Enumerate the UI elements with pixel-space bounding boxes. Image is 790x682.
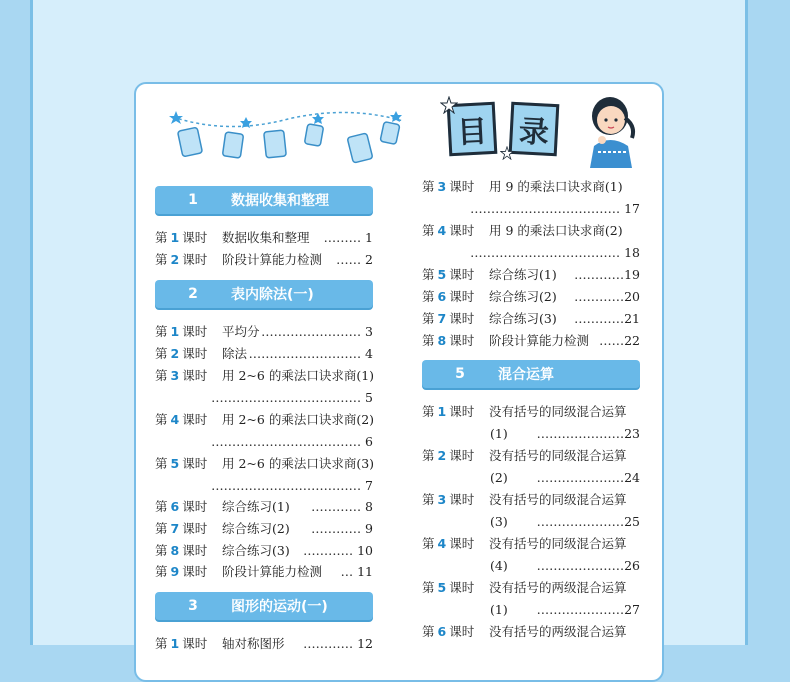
lesson-title: 没有括号的同级混合运算 (489, 448, 627, 463)
page-number: ……22 (599, 333, 640, 348)
lesson-prefix: 第 (155, 368, 168, 383)
lesson-title-part: (4) (490, 558, 508, 573)
toc-entry-continuation (422, 425, 644, 443)
lesson-suffix: 课时 (182, 521, 208, 536)
lesson-prefix: 第 (155, 456, 168, 471)
lesson-prefix: 第 (155, 252, 168, 267)
lesson-title: 没有括号的同级混合运算 (489, 404, 627, 419)
lesson-prefix: 第 (155, 564, 168, 579)
page-number: ………… 8 (311, 499, 373, 514)
unit-number: 2 (188, 286, 198, 302)
unit-title: 混合运算 (498, 367, 554, 383)
lesson-number: 5 (170, 456, 180, 471)
lesson-prefix: 第 (422, 179, 435, 194)
toc-entry-continuation (422, 513, 644, 531)
page-number: ……………………………… 17 (470, 201, 640, 216)
toc-entry[interactable] (422, 623, 644, 641)
toc-entry[interactable] (155, 520, 377, 538)
lesson-suffix: 课时 (449, 333, 475, 348)
lesson-number: 5 (437, 580, 447, 595)
lesson-suffix: 课时 (449, 580, 475, 595)
lesson-number: 1 (170, 324, 180, 339)
lesson-number: 1 (170, 636, 180, 651)
lesson-number: 9 (170, 564, 180, 579)
page-number: …………………23 (536, 426, 640, 441)
bunting-decoration (168, 105, 408, 175)
page-number: ……………………………… 18 (470, 245, 640, 260)
lesson-suffix: 课时 (182, 564, 208, 579)
lesson-suffix: 课时 (449, 267, 475, 282)
page-number: …………………… 3 (261, 324, 373, 339)
lesson-number: 7 (170, 521, 180, 536)
lesson-prefix: 第 (155, 636, 168, 651)
page-number: …………………25 (536, 514, 640, 529)
lesson-number: 1 (437, 404, 447, 419)
lesson-prefix: 第 (422, 311, 435, 326)
lesson-suffix: 课时 (449, 404, 475, 419)
toc-entry-continuation (155, 477, 377, 495)
lesson-number: 2 (170, 346, 180, 361)
lesson-prefix: 第 (155, 499, 168, 514)
lesson-number: 5 (437, 267, 447, 282)
page-number: …………19 (574, 267, 640, 282)
toc-entry-continuation (155, 389, 377, 407)
page-number: ………… 9 (311, 521, 373, 536)
heading-char-1: 目 (447, 102, 498, 156)
lesson-suffix: 课时 (449, 492, 475, 507)
lesson-title: 轴对称图形 (222, 636, 285, 651)
lesson-number: 2 (437, 448, 447, 463)
lesson-title: 综合练习(3) (222, 543, 290, 558)
toc-entry[interactable] (422, 491, 644, 509)
lesson-prefix: 第 (422, 289, 435, 304)
lesson-prefix: 第 (155, 324, 168, 339)
lesson-prefix: 第 (422, 624, 435, 639)
lesson-title: 综合练习(1) (222, 499, 290, 514)
lesson-prefix: 第 (155, 412, 168, 427)
toc-entry[interactable] (155, 635, 377, 653)
star-icon (500, 146, 514, 160)
lesson-suffix: 课时 (182, 346, 208, 361)
lesson-title: 除法 (222, 346, 248, 361)
lesson-prefix: 第 (155, 543, 168, 558)
toc-entry-continuation (422, 601, 644, 619)
toc-entry-continuation (422, 557, 644, 575)
page-number: …………………24 (536, 470, 640, 485)
toc-entry[interactable] (422, 288, 644, 306)
lesson-title-part: (1) (490, 602, 508, 617)
unit-number: 5 (455, 366, 465, 382)
lesson-prefix: 第 (422, 536, 435, 551)
unit-heading (155, 592, 373, 620)
lesson-title: 用 2~6 的乘法口诀求商(1) (222, 368, 375, 383)
unit-heading (155, 186, 373, 214)
lesson-number: 6 (170, 499, 180, 514)
star-icon (440, 96, 458, 114)
lesson-suffix: 课时 (449, 223, 475, 238)
lesson-number: 4 (437, 536, 447, 551)
lesson-title: 综合练习(2) (222, 521, 290, 536)
toc-entry-continuation (422, 200, 644, 218)
lesson-suffix: 课时 (182, 543, 208, 558)
toc-entry[interactable] (155, 367, 377, 385)
girl-illustration (580, 92, 644, 170)
lesson-suffix: 课时 (449, 179, 475, 194)
lesson-title: 没有括号的两级混合运算 (489, 624, 627, 639)
lesson-prefix: 第 (422, 333, 435, 348)
unit-number: 1 (188, 192, 198, 208)
lesson-number: 4 (170, 412, 180, 427)
lesson-number: 1 (170, 230, 180, 245)
lesson-suffix: 课时 (449, 624, 475, 639)
lesson-number: 8 (170, 543, 180, 558)
page-number: …………21 (574, 311, 640, 326)
lesson-number: 7 (437, 311, 447, 326)
toc-entry-continuation (422, 244, 644, 262)
lesson-title: 用 9 的乘法口诀求商(2) (489, 223, 623, 238)
page-number: ……………………………… 7 (211, 478, 373, 493)
unit-title: 表内除法(一) (231, 287, 314, 303)
toc-entry[interactable] (422, 535, 644, 553)
lesson-title-part: (2) (490, 470, 508, 485)
toc-entry[interactable] (422, 447, 644, 465)
page-number: …………………26 (536, 558, 640, 573)
lesson-prefix: 第 (422, 267, 435, 282)
lesson-title: 数据收集和整理 (222, 230, 310, 245)
toc-entry[interactable] (155, 455, 377, 473)
toc-entry[interactable] (155, 323, 377, 341)
lesson-number: 3 (437, 179, 447, 194)
lesson-suffix: 课时 (182, 324, 208, 339)
lesson-title: 综合练习(1) (489, 267, 557, 282)
lesson-title: 综合练习(2) (489, 289, 557, 304)
lesson-prefix: 第 (422, 404, 435, 419)
page-number: ……………………… 4 (248, 346, 373, 361)
unit-heading (155, 280, 373, 308)
toc-entry[interactable] (155, 251, 377, 269)
lesson-number: 3 (170, 368, 180, 383)
lesson-suffix: 课时 (182, 412, 208, 427)
lesson-prefix: 第 (155, 230, 168, 245)
unit-title: 图形的运动(一) (231, 599, 328, 615)
lesson-title-part: (3) (490, 514, 508, 529)
toc-entry[interactable] (155, 563, 377, 581)
lesson-title: 阶段计算能力检测 (489, 333, 590, 348)
toc-entry-continuation (155, 433, 377, 451)
page-number: …………20 (574, 289, 640, 304)
lesson-suffix: 课时 (182, 456, 208, 471)
lesson-suffix: 课时 (449, 311, 475, 326)
lesson-title: 平均分 (222, 324, 260, 339)
lesson-prefix: 第 (155, 521, 168, 536)
lesson-prefix: 第 (422, 448, 435, 463)
page-number: ………… 10 (303, 543, 373, 558)
lesson-number: 6 (437, 624, 447, 639)
lesson-suffix: 课时 (182, 368, 208, 383)
toc-entry[interactable] (422, 332, 644, 350)
toc-entry[interactable] (155, 345, 377, 363)
lesson-title: 没有括号的同级混合运算 (489, 536, 627, 551)
lesson-title: 用 2~6 的乘法口诀求商(3) (222, 456, 375, 471)
toc-entry[interactable] (155, 542, 377, 560)
lesson-number: 8 (437, 333, 447, 348)
lesson-suffix: 课时 (182, 636, 208, 651)
lesson-suffix: 课时 (449, 289, 475, 304)
unit-heading (422, 360, 640, 388)
page-number: …………………27 (536, 602, 640, 617)
lesson-title-part: (1) (490, 426, 508, 441)
unit-number: 3 (188, 598, 198, 614)
page-number: ……………………………… 5 (211, 390, 373, 405)
toc-entry[interactable] (422, 222, 644, 240)
lesson-title: 阶段计算能力检测 (222, 564, 323, 579)
page-number: ……………………………… 6 (211, 434, 373, 449)
lesson-title: 没有括号的同级混合运算 (489, 492, 627, 507)
lesson-suffix: 课时 (182, 499, 208, 514)
page-number: …… 2 (336, 252, 373, 267)
lesson-suffix: 课时 (449, 448, 475, 463)
lesson-title: 用 2~6 的乘法口诀求商(2) (222, 412, 375, 427)
page-number: ………… 12 (303, 636, 373, 651)
lesson-number: 4 (437, 223, 447, 238)
toc-entry[interactable] (422, 579, 644, 597)
toc-entry-continuation (422, 469, 644, 487)
lesson-prefix: 第 (155, 346, 168, 361)
lesson-title: 综合练习(3) (489, 311, 557, 326)
lesson-prefix: 第 (422, 580, 435, 595)
lesson-prefix: 第 (422, 223, 435, 238)
unit-title: 数据收集和整理 (231, 193, 329, 209)
lesson-number: 2 (170, 252, 180, 267)
toc-entry[interactable] (422, 403, 644, 421)
lesson-title: 用 9 的乘法口诀求商(1) (489, 179, 623, 194)
page-number: ……… 1 (323, 230, 373, 245)
lesson-title: 没有括号的两级混合运算 (489, 580, 627, 595)
lesson-number: 6 (437, 289, 447, 304)
toc-entry[interactable] (422, 178, 644, 196)
lesson-title: 阶段计算能力检测 (222, 252, 323, 267)
page-number: … 11 (340, 564, 373, 579)
toc-entry[interactable] (422, 310, 644, 328)
toc-entry[interactable] (155, 229, 377, 247)
lesson-suffix: 课时 (182, 230, 208, 245)
lesson-prefix: 第 (422, 492, 435, 507)
heading-char-2: 录 (509, 102, 560, 156)
lesson-number: 3 (437, 492, 447, 507)
toc-entry[interactable] (155, 411, 377, 429)
lesson-suffix: 课时 (449, 536, 475, 551)
toc-entry[interactable] (422, 266, 644, 284)
lesson-suffix: 课时 (182, 252, 208, 267)
toc-entry[interactable] (155, 498, 377, 516)
